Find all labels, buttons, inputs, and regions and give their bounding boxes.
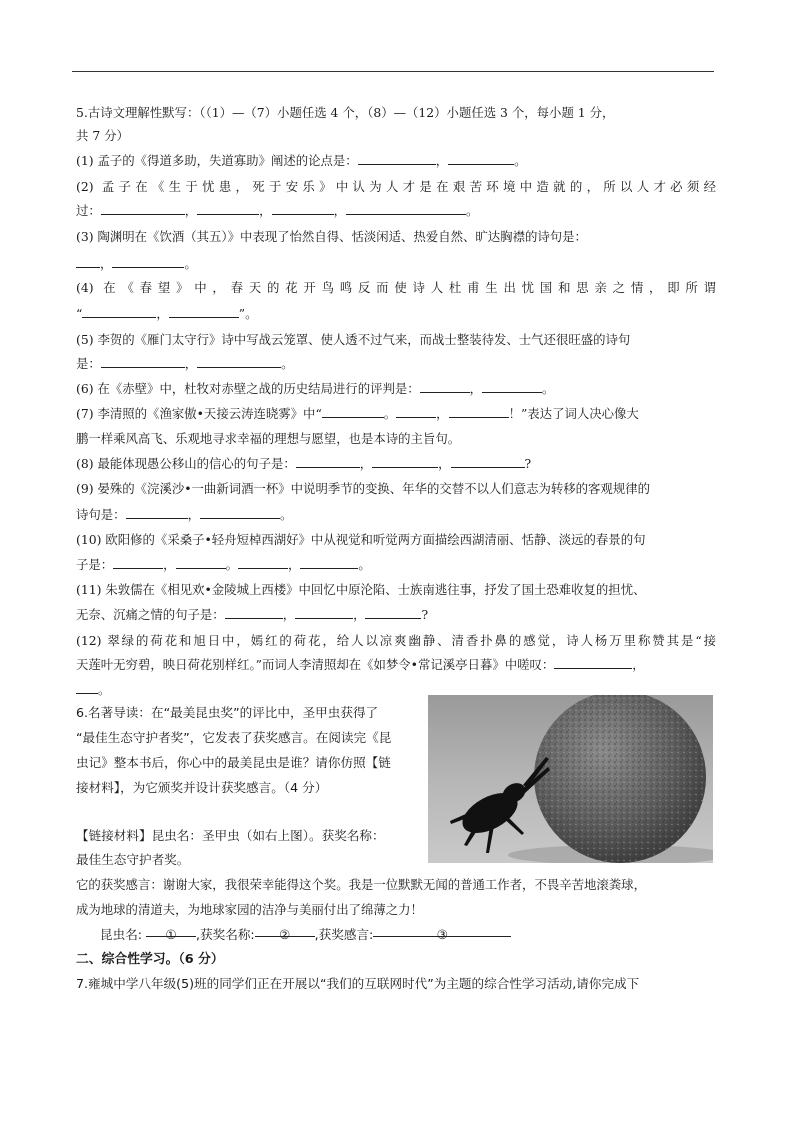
q6-prompt-line: 接材料】，为它颁奖并设计获奖感言。（4 分）: [76, 780, 328, 795]
q7-line1: 7.雍城中学八年级(5)班的同学们正在开展以“我们的互联网时代”为主题的综合性学习活动,请你完成下: [76, 976, 640, 991]
award-name-label: ,获奖名称:: [196, 927, 255, 942]
q5-title-line2: 共 7 分）: [76, 128, 129, 143]
q6-link-material: [76, 824, 716, 872]
q5-item-12-line2: 天莲叶无穷碧，映日荷花别样红。”而词人李清照却在《如梦令•常记溪亭日暮》中嗟叹： ，: [76, 652, 716, 678]
q5-item-4-line2: “ ， ”。: [76, 301, 716, 327]
link-material-line1: 【链接材料】昆虫名：圣甲虫（如右上图）。获奖名称：: [76, 828, 385, 843]
answer-blank-2[interactable]: ②: [255, 922, 315, 937]
q5-item-2-line2: 过： ， ， ， 。: [76, 198, 716, 224]
q5-item-10-line1: (10) 欧阳修的《采桑子•轻舟短棹西湖好》中从视觉和听觉两方面描绘西湖清丽、恬静、淡远的春景的句: [76, 532, 646, 547]
q5-item-10-line2: 子是： ， 。 ， 。: [76, 552, 716, 578]
q5-item-12-line1: (12) 翠绿的荷花和旭日中，嫣红的荷花，给人以凉爽幽静、清香扑鼻的感觉，诗人杨万里称赞其是“接: [76, 633, 716, 648]
q5-item-2-line1: (2) 孟子在《生于忧患，死于安乐》中认为人才是在艰苦环境中造就的，所以人才必须经: [76, 179, 716, 194]
q5-item-11-line2: 无奈、沉痛之情的句子是： ， ， ?: [76, 602, 716, 628]
insect-name-label: 昆虫名:: [100, 927, 143, 942]
q5-item-4-line1: (4) 在《春望》中，春天的花开鸟鸣反而使诗人杜甫生出忧国和思亲之情，即所谓: [76, 280, 716, 295]
q5-item-7-line2: 鹏一样乘风高飞、乐观地寻求幸福的理想与愿望，也是本诗的主旨句。: [76, 431, 461, 446]
answer-blank-1[interactable]: ①: [146, 922, 196, 937]
link-material-line2: 最佳生态守护者奖。: [76, 852, 190, 867]
q5-item-12-line3: 。: [76, 677, 716, 703]
q5-item-11-line1: (11) 朱敦儒在《相见欢•金陵城上西楼》中回忆中原沦陷、士族南逃往事，抒发了国土恐难收复的担忧、: [76, 582, 646, 597]
q6-speech-line1: 它的获奖感言：谢谢大家，我很荣幸能得这个奖。我是一位默默无闻的普通工作者，不畏辛苦地滚粪球，: [76, 877, 646, 892]
q5-title-line1: 5.古诗文理解性默写：（（1）—（7）小题任选 4 个，（8）—（12）小题任选 3 个，每小题 1 分，: [76, 105, 615, 120]
q6-prompt-line: 虫记》整本书后，你心中的最美昆虫是谁？请你仿照【链: [76, 755, 391, 770]
q6-fill-line: [100, 922, 740, 948]
section-2-heading: 二、综合性学习。（6 分）: [76, 952, 224, 967]
answer-blank-3[interactable]: ③: [373, 922, 511, 937]
q5-item-9-line1: (9) 晏殊的《浣溪沙•一曲新词酒一杯》中说明季节的变换、年华的交替不以人们意志为转移的客观规律的: [76, 481, 650, 496]
q5-item-1: (1) 孟子的《得道多助，失道寡助》阐述的论点是： ， 。: [76, 148, 716, 174]
q5-item-9-line2: 诗句是： ， 。: [76, 502, 716, 528]
q5-item-5-line2: 是： ， 。: [76, 351, 716, 377]
speech-label: ,获奖感言:: [314, 927, 374, 942]
q6-prompt-line: “最佳生态守护者奖”，它发表了获奖感言。在阅读完《昆: [76, 730, 392, 745]
q5-item-5-line1: (5) 李贺的《雁门太守行》诗中写战云笼罩、使人透不过气来，而战士整装待发、士气还很旺盛的诗句: [76, 332, 631, 347]
q5-item-8: (8) 最能体现愚公移山的信心的句子是： ， ， ?: [76, 451, 716, 477]
q5-item-3-line2: ， 。: [76, 251, 716, 277]
q5-item-7-line1: (7) 李清照的《渔家傲•天接云涛连晓雾》中“ 。 ， ！”表达了词人决心像大: [76, 401, 716, 427]
q6-prompt-line: 6.名著导读：在“最美昆虫奖”的评比中，圣甲虫获得了: [76, 705, 379, 720]
q6-speech-line2: 成为地球的清道夫，为地球家园的洁净与美丽付出了绵薄之力！: [76, 902, 423, 917]
q5-item-6: (6) 在《赤壁》中，杜牧对赤壁之战的历史结局进行的评判是： ， 。: [76, 376, 716, 402]
top-rule: [72, 71, 714, 72]
q5-item-3-line1: (3) 陶渊明在《饮酒（其五）》中表现了怡然自得、恬淡闲适、热爱自然、旷达胸襟的诗句是：: [76, 229, 587, 244]
